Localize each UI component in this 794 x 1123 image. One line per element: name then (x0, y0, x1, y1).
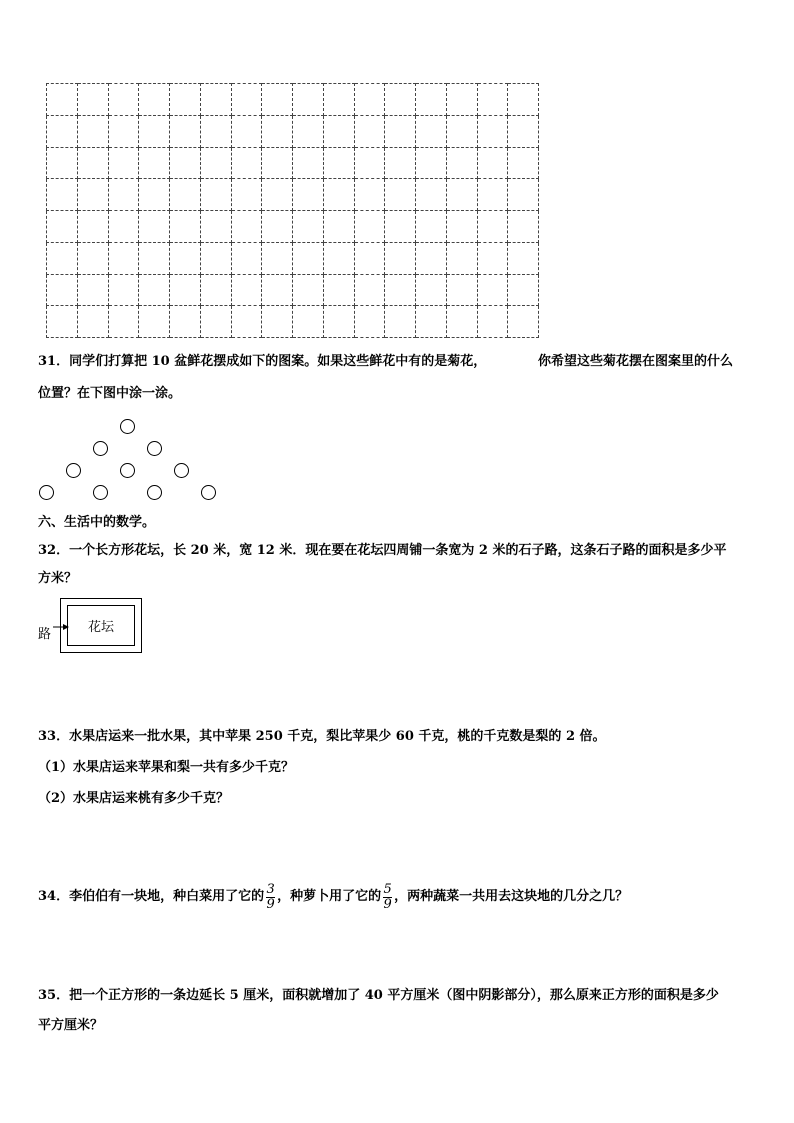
grid-cell[interactable] (508, 147, 539, 179)
grid-cell[interactable] (77, 84, 108, 116)
grid-cell[interactable] (323, 274, 354, 306)
fraction-numerator: 5 (383, 881, 392, 897)
grid-cell[interactable] (200, 84, 231, 116)
grid-cell[interactable] (508, 274, 539, 306)
grid-cell[interactable] (354, 306, 385, 338)
garden-label: 花坛 (87, 620, 114, 635)
grid-cell[interactable] (416, 242, 447, 274)
grid-cell[interactable] (139, 242, 170, 274)
grid-cell[interactable] (231, 274, 262, 306)
grid-cell[interactable] (108, 147, 139, 179)
grid-cell[interactable] (446, 84, 477, 116)
grid-cell[interactable] (170, 274, 201, 306)
grid-cell[interactable] (108, 179, 139, 211)
grid-cell[interactable] (508, 211, 539, 243)
grid-cell[interactable] (262, 211, 293, 243)
flower-circle[interactable] (93, 485, 108, 500)
grid-cell[interactable] (200, 115, 231, 147)
grid-cell[interactable] (416, 84, 447, 116)
grid-cell[interactable] (47, 147, 78, 179)
grid-cell[interactable] (108, 306, 139, 338)
flower-circle[interactable] (93, 441, 108, 456)
grid-cell[interactable] (293, 211, 324, 243)
garden-rectangle (67, 605, 135, 646)
grid-row (47, 179, 539, 211)
grid-cell[interactable] (108, 84, 139, 116)
grid-cell[interactable] (385, 274, 416, 306)
q32-line2: 方米？ (38, 571, 78, 586)
grid-cell[interactable] (47, 274, 78, 306)
grid-cell[interactable] (477, 147, 508, 179)
grid-cell[interactable] (262, 242, 293, 274)
grid-table (46, 83, 539, 338)
grid-cell[interactable] (262, 84, 293, 116)
grid-cell[interactable] (108, 211, 139, 243)
q32-line1: 32．一个长方形花坛，长 20 米，宽 12 米．现在要在花坛四周铺一条宽为 2 米的石子路，这条石子路的面积是多少平 (38, 543, 727, 558)
grid-cell[interactable] (323, 179, 354, 211)
grid-cell[interactable] (385, 306, 416, 338)
grid-cell[interactable] (323, 115, 354, 147)
fraction-cabbage (266, 883, 275, 912)
grid-cell[interactable] (170, 147, 201, 179)
q34-part1: 34．李伯伯有一块地，种白菜用了它的 (38, 889, 265, 904)
flower-circle[interactable] (120, 419, 135, 434)
grid-cell[interactable] (446, 242, 477, 274)
grid-cell[interactable] (77, 242, 108, 274)
grid-cell[interactable] (446, 274, 477, 306)
grid-cell[interactable] (385, 242, 416, 274)
grid-cell[interactable] (139, 179, 170, 211)
grid-cell[interactable] (323, 242, 354, 274)
grid-cell[interactable] (77, 115, 108, 147)
flower-circle[interactable] (120, 463, 135, 478)
grid-cell[interactable] (293, 147, 324, 179)
grid-cell[interactable] (477, 274, 508, 306)
grid-cell[interactable] (354, 274, 385, 306)
grid-cell[interactable] (231, 211, 262, 243)
q34-part2: ，种萝卜用了它的 (277, 889, 382, 904)
grid-cell[interactable] (262, 115, 293, 147)
grid-cell[interactable] (170, 179, 201, 211)
grid-cell[interactable] (200, 147, 231, 179)
q33-sub2: （2）水果店运来桃有多少千克？ (38, 791, 230, 806)
grid-cell[interactable] (170, 115, 201, 147)
grid-cell[interactable] (231, 115, 262, 147)
grid-row (47, 274, 539, 306)
grid-cell[interactable] (354, 179, 385, 211)
grid-cell[interactable] (108, 274, 139, 306)
fraction-denominator: 9 (383, 896, 392, 912)
grid-cell[interactable] (323, 84, 354, 116)
grid-cell[interactable] (446, 115, 477, 147)
grid-row (47, 115, 539, 147)
grid-cell[interactable] (477, 179, 508, 211)
grid-cell[interactable] (293, 274, 324, 306)
q31-line1a: 31．同学们打算把 10 盆鲜花摆成如下的图案。如果这些鲜花中有的是菊花， (38, 354, 487, 369)
grid-cell[interactable] (139, 274, 170, 306)
grid-cell[interactable] (293, 306, 324, 338)
grid-cell[interactable] (77, 306, 108, 338)
grid-row (47, 84, 539, 116)
grid-cell[interactable] (47, 84, 78, 116)
grid-cell[interactable] (139, 84, 170, 116)
grid-cell[interactable] (170, 211, 201, 243)
grid-cell[interactable] (354, 242, 385, 274)
flower-circle[interactable] (147, 441, 162, 456)
grid-cell[interactable] (139, 115, 170, 147)
grid-cell[interactable] (262, 147, 293, 179)
q33-sub1: （1）水果店运来苹果和梨一共有多少千克？ (38, 760, 295, 775)
grid-cell[interactable] (446, 179, 477, 211)
q34-line (38, 879, 628, 915)
grid-cell[interactable] (416, 306, 447, 338)
grid-cell[interactable] (508, 115, 539, 147)
grid-cell[interactable] (262, 179, 293, 211)
grid-cell[interactable] (477, 306, 508, 338)
grid-cell[interactable] (385, 84, 416, 116)
grid-row (47, 211, 539, 243)
q33-line1: 33．水果店运来一批水果，其中苹果 250 千克，梨比苹果少 60 千克，桃的千克数是梨的 2 倍。 (38, 729, 606, 744)
q35-line1: 35．把一个正方形的一条边延长 5 厘米，面积就增加了 40 平方厘米（图中阴影部分），那么原来正方形的面积是多少 (38, 988, 719, 1003)
fraction-numerator: 3 (266, 881, 275, 897)
flower-circle[interactable] (174, 463, 189, 478)
dashed-drawing-grid (46, 83, 539, 338)
fraction-radish (383, 883, 392, 912)
fraction-denominator: 9 (266, 896, 275, 912)
grid-cell[interactable] (385, 211, 416, 243)
grid-cell[interactable] (323, 211, 354, 243)
grid-cell[interactable] (200, 242, 231, 274)
grid-cell[interactable] (446, 211, 477, 243)
grid-cell[interactable] (108, 242, 139, 274)
grid-row (47, 306, 539, 338)
grid-cell[interactable] (354, 115, 385, 147)
grid-cell[interactable] (231, 84, 262, 116)
q34-part3: ，两种蔬菜一共用去这块地的几分之几？ (394, 889, 629, 904)
flower-circle[interactable] (66, 463, 81, 478)
grid-cell[interactable] (139, 147, 170, 179)
grid-cell[interactable] (508, 306, 539, 338)
grid-cell[interactable] (323, 147, 354, 179)
section-heading: 六、生活中的数学。 (38, 515, 156, 530)
grid-cell[interactable] (477, 242, 508, 274)
grid-cell[interactable] (77, 179, 108, 211)
flower-circle[interactable] (39, 485, 54, 500)
road-label: 路 (38, 627, 52, 642)
grid-cell[interactable] (354, 147, 385, 179)
grid-cell[interactable] (508, 179, 539, 211)
grid-cell[interactable] (200, 306, 231, 338)
grid-cell[interactable] (446, 306, 477, 338)
grid-cell[interactable] (47, 179, 78, 211)
grid-cell[interactable] (293, 242, 324, 274)
grid-cell[interactable] (416, 211, 447, 243)
grid-cell[interactable] (170, 306, 201, 338)
grid-cell[interactable] (446, 147, 477, 179)
grid-cell[interactable] (293, 115, 324, 147)
grid-cell[interactable] (108, 115, 139, 147)
flower-circle[interactable] (201, 485, 216, 500)
grid-cell[interactable] (477, 115, 508, 147)
grid-cell[interactable] (416, 115, 447, 147)
grid-cell[interactable] (231, 242, 262, 274)
grid-cell[interactable] (262, 274, 293, 306)
grid-cell[interactable] (200, 274, 231, 306)
grid-cell[interactable] (323, 306, 354, 338)
grid-cell[interactable] (231, 306, 262, 338)
grid-cell[interactable] (293, 179, 324, 211)
grid-cell[interactable] (47, 115, 78, 147)
grid-cell[interactable] (477, 211, 508, 243)
grid-cell[interactable] (47, 242, 78, 274)
grid-cell[interactable] (231, 147, 262, 179)
grid-row (47, 242, 539, 274)
grid-cell[interactable] (385, 179, 416, 211)
road-outer-rectangle (60, 598, 142, 653)
grid-row (47, 147, 539, 179)
grid-cell[interactable] (416, 179, 447, 211)
grid-cell[interactable] (508, 84, 539, 116)
grid-cell[interactable] (77, 211, 108, 243)
grid-cell[interactable] (477, 84, 508, 116)
grid-cell[interactable] (262, 306, 293, 338)
grid-cell[interactable] (231, 179, 262, 211)
grid-cell[interactable] (416, 147, 447, 179)
grid-cell[interactable] (354, 84, 385, 116)
grid-cell[interactable] (200, 211, 231, 243)
flower-circle[interactable] (147, 485, 162, 500)
grid-cell[interactable] (385, 115, 416, 147)
grid-cell[interactable] (170, 84, 201, 116)
grid-cell[interactable] (508, 242, 539, 274)
grid-cell[interactable] (47, 306, 78, 338)
grid-cell[interactable] (354, 211, 385, 243)
grid-cell[interactable] (200, 179, 231, 211)
grid-cell[interactable] (77, 147, 108, 179)
grid-cell[interactable] (293, 84, 324, 116)
q31-line1b: 你希望这些菊花摆在图案里的什么 (538, 354, 734, 369)
grid-cell[interactable] (139, 306, 170, 338)
q31-line2: 位置？在下图中涂一涂。 (38, 386, 182, 401)
grid-cell[interactable] (170, 242, 201, 274)
grid-cell[interactable] (77, 274, 108, 306)
grid-cell[interactable] (416, 274, 447, 306)
q35-line2: 平方厘米？ (38, 1018, 104, 1033)
grid-cell[interactable] (385, 147, 416, 179)
grid-cell[interactable] (47, 211, 78, 243)
grid-cell[interactable] (139, 211, 170, 243)
